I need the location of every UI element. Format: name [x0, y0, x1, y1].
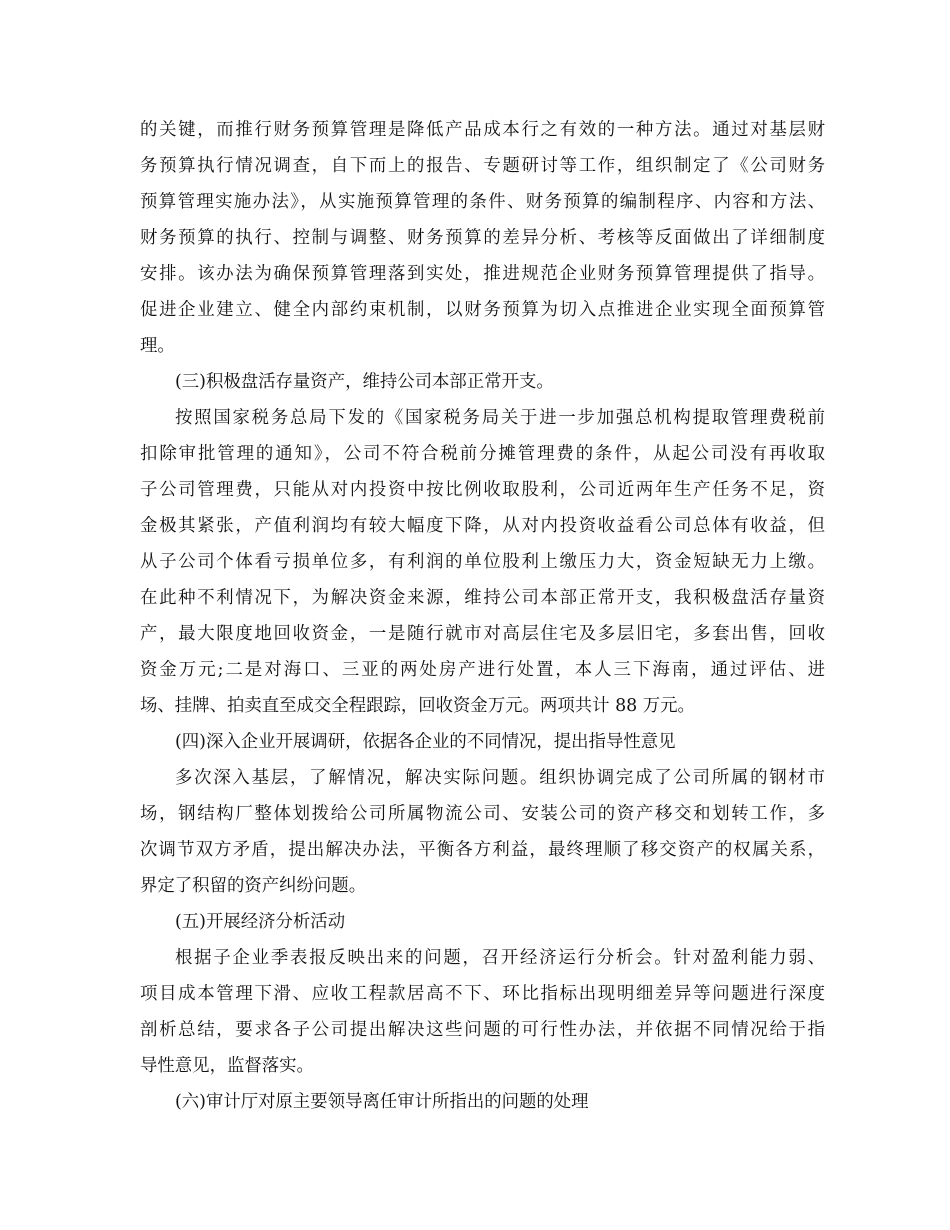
text-line: 促进企业建立、健全内部约束机制，以财务预算为切入点推进企业实现全面预算管 [140, 300, 825, 320]
text-line: 剖析总结，要求各子公司提出解决这些问题的可行性办法，并依据不同情况给于指 [140, 1020, 825, 1040]
text-line: 场、挂牌、拍卖直至成交全程跟踪，回收资金万元。两项共计 88 万元。 [140, 696, 695, 716]
text-line: 理。 [140, 336, 175, 356]
section-heading: (五)开展经济分析活动 [175, 912, 346, 932]
text-line: 金极其紧张，产值利润均有较大幅度下降，从对内投资收益看公司总体有收益，但 [140, 516, 825, 536]
text-line: 子公司管理费，只能从对内投资中按比例收取股利，公司近两年生产任务不足，资 [140, 480, 825, 500]
text-line: 产，最大限度地回收资金，一是随行就市对高层住宅及多层旧宅，多套出售，回收 [140, 624, 825, 644]
text-line: 多次深入基层，了解情况，解决实际问题。组织协调完成了公司所属的钢材市 [175, 768, 825, 788]
text-line: 务预算执行情况调查，自下而上的报告、专题研讨等工作，组织制定了《公司财务 [140, 156, 825, 176]
text-line: 预算管理实施办法》，从实施预算管理的条件、财务预算的编制程序、内容和方法、 [140, 192, 825, 212]
text-line: 导性意见，监督落实。 [140, 1056, 314, 1076]
section-heading: (四)深入企业开展调研，依据各企业的不同情况，提出指导性意见 [175, 732, 676, 752]
text-line: 场，钢结构厂整体划拨给公司所属物流公司、安装公司的资产移交和划转工作，多 [140, 804, 825, 824]
text-line: 次调节双方矛盾，提出解决办法，平衡各方利益，最终理顺了移交资产的权属关系， [140, 840, 825, 860]
text-line: 按照国家税务总局下发的《国家税务局关于进一步加强总机构提取管理费税前 [175, 408, 825, 428]
text-line: 财务预算的执行、控制与调整、财务预算的差异分析、考核等反面做出了详细制度 [140, 228, 825, 248]
text-line: 安排。该办法为确保预算管理落到实处，推进规范企业财务预算管理提供了指导。 [140, 264, 825, 284]
text-line: 根据子企业季表报反映出来的问题，召开经济运行分析会。针对盈利能力弱、 [175, 948, 825, 968]
text-line: 资金万元;二是对海口、三亚的两处房产进行处置，本人三下海南，通过评估、进 [140, 660, 825, 680]
section-heading: (六)审计厅对原主要领导离任审计所指出的问题的处理 [175, 1092, 589, 1112]
text-line: 项目成本管理下滑、应收工程款居高不下、环比指标出现明细差异等问题进行深度 [140, 984, 825, 1004]
text-line: 界定了积留的资产纠纷问题。 [140, 876, 367, 896]
text-line: 从子公司个体看亏损单位多，有利润的单位股利上缴压力大，资金短缺无力上缴。 [140, 552, 825, 572]
text-line: 在此种不利情况下，为解决资金来源，维持公司本部正常开支，我积极盘活存量资 [140, 588, 825, 608]
text-line: 扣除审批管理的通知》，公司不符合税前分摊管理费的条件，从起公司没有再收取 [140, 444, 825, 464]
section-heading: (三)积极盘活存量资产，维持公司本部正常开支。 [175, 372, 554, 392]
text-line: 的关键，而推行财务预算管理是降低产品成本行之有效的一种方法。通过对基层财 [140, 120, 825, 140]
document-page [140, 112, 825, 1120]
